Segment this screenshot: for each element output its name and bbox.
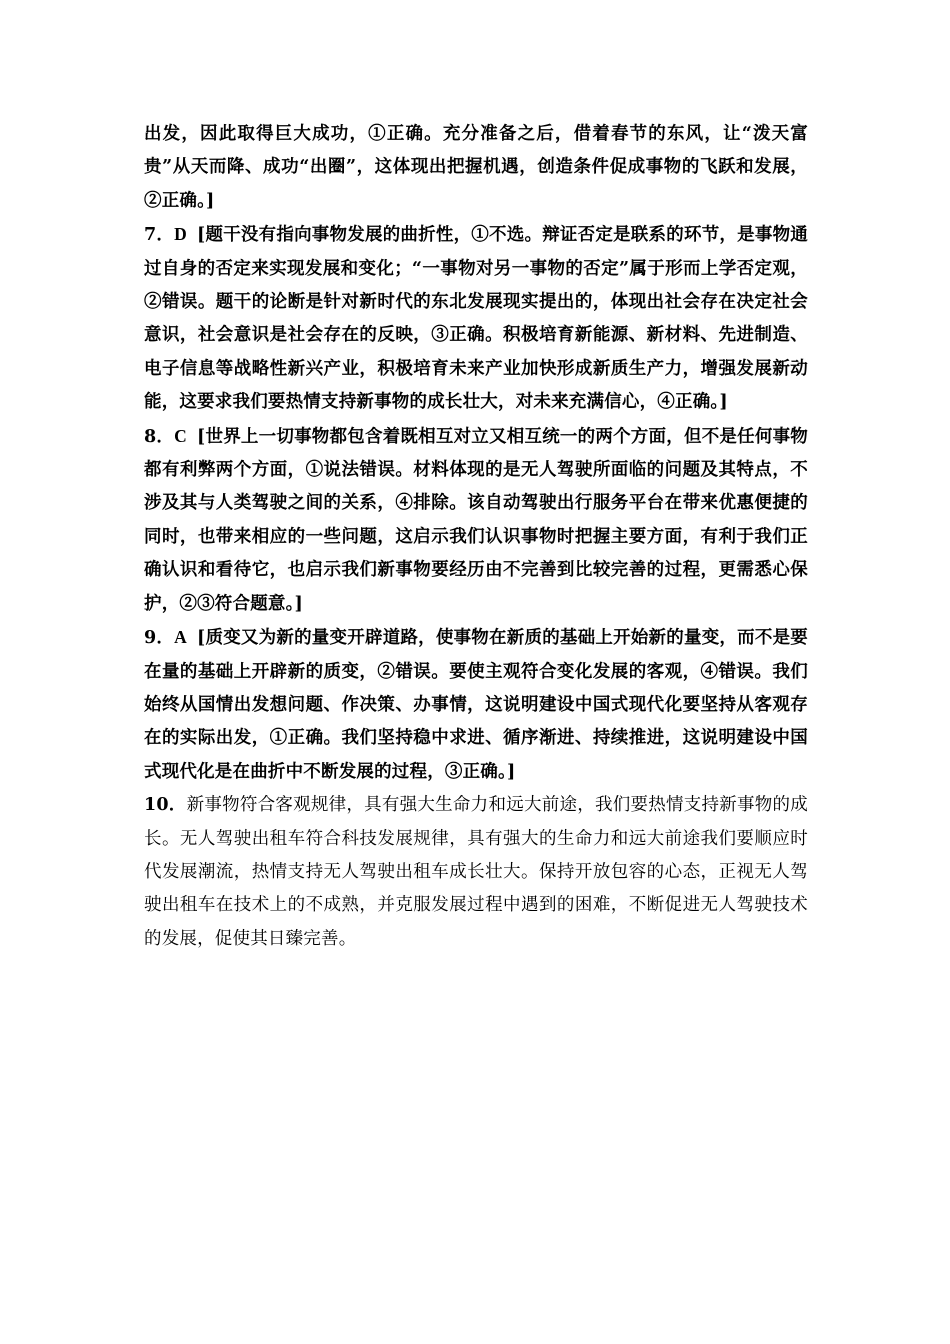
- answer-10: [144, 789, 808, 956]
- question-number: 7．: [144, 225, 175, 246]
- question-number: 10．: [144, 795, 187, 816]
- paragraph-text: 出发，因此取得巨大成功，①正确。充分准备之后，借着春节的东风，让“泼天富贵”从天而降、成功“出圈”，这体现出把握机遇，创造条件促成事物的飞跃和发展，②正确。]: [144, 124, 808, 211]
- paragraph-text: [世界上一切事物都包含着既相互对立又相互统一的两个方面，但不是任何事物都有利弊两个方面，①说法错误。材料体现的是无人驾驶所面临的问题及其特点，不涉及其与人类驾驶之间的关系，④排除。该自动驾驶出行服务平台在带来优惠便捷的同时，也带来相应的一些问题，这启示我们认识事物时把握主要方面，有利于我们正确认识和看待它，也启示我们新事物要经历由不完善到比较完善的过程，更需悉心保护，②③符合题意。]: [144, 426, 808, 614]
- paragraph-text: 新事物符合客观规律，具有强大生命力和远大前途，我们要热情支持新事物的成长。无人驾驶出租车符合科技发展规律，具有强大的生命力和远大前途我们要顺应时代发展潮流，热情支持无人驾驶出租车成长壮大。保持开放包容的心态，正视无人驾驶出租车在技术上的不成熟，并克服发展过程中遇到的困难，不断促进无人驾驶技术的发展，促使其日臻完善。: [144, 795, 809, 949]
- answer-7: [144, 218, 808, 419]
- question-number: 8．: [144, 426, 175, 447]
- answer-letter: D: [174, 224, 187, 245]
- paragraph-continued: [144, 118, 808, 218]
- question-number: 9．: [144, 628, 175, 649]
- paragraph-text: [质变又为新的量变开辟道路，使事物在新质的基础上开始新的量变，而不是要在量的基础上开辟新的质变，②错误。要使主观符合变化发展的客观，④错误。我们始终从国情出发想问题、作决策、办事情，这说明建设中国式现代化要坚持从客观存在的实际出发，①正确。我们坚持稳中求进、循序渐进、持续推进，这说明建设中国式现代化是在曲折中不断发展的过程，③正确。]: [144, 628, 808, 782]
- answer-letter: C: [174, 425, 187, 446]
- answer-letter: A: [174, 627, 187, 648]
- paragraph-text: [题干没有指向事物发展的曲折性，①不选。辩证否定是联系的环节，是事物通过自身的否定来实现发展和变化；“一事物对另一事物的否定”属于形而上学否定观，②错误。题干的论断是针对新时代的东北发展现实提出的，体现出社会存在决定社会意识，社会意识是社会存在的反映，③正确。积极培育新能源、新材料、先进制造、电子信息等战略性新兴产业，积极培育未来产业加快形成新质生产力，增强发展新动能，这要求我们要热情支持新事物的成长壮大，对未来充满信心，④正确。]: [144, 225, 808, 413]
- answer-9: [144, 621, 808, 789]
- answer-8: [144, 420, 808, 621]
- answer-explanations: [144, 118, 808, 956]
